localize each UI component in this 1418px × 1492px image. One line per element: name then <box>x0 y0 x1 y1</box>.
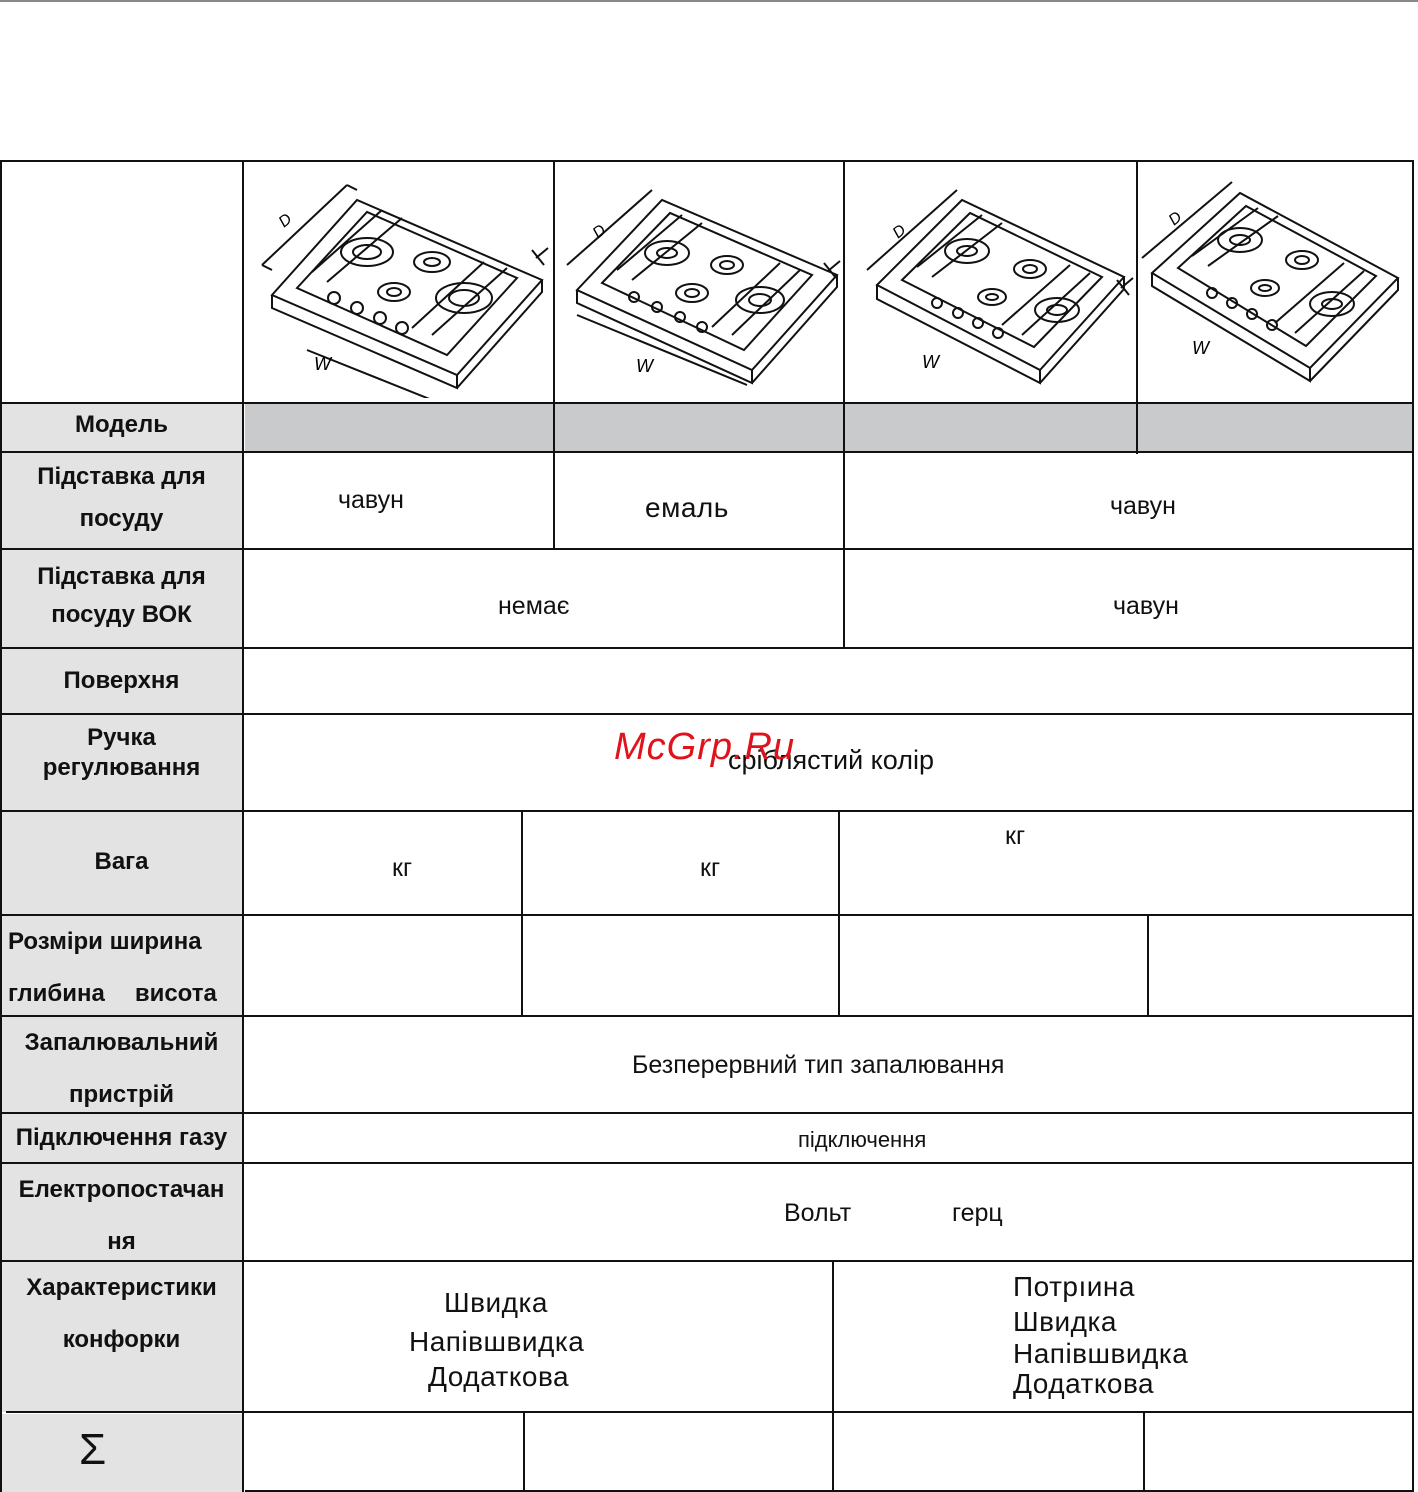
grid-line <box>0 160 1414 162</box>
grid-line <box>0 914 1414 916</box>
grid-line <box>0 548 1414 550</box>
dimension-w-label: W <box>314 354 331 374</box>
burner-left-3: Додаткова <box>428 1361 570 1392</box>
label-surface: Поверхня <box>0 649 243 713</box>
dimension-d-label: D <box>589 221 610 243</box>
grid-line <box>0 1015 1414 1017</box>
grid-line <box>6 1411 1414 1413</box>
burner-right-3: Напівшвидка <box>1013 1338 1189 1369</box>
weight-unit-2: кг <box>700 854 721 882</box>
top-rule <box>0 0 1418 2</box>
hob-illustration-2 <box>562 185 844 397</box>
burner-right-2: Швидка <box>1013 1306 1117 1337</box>
knob-value: сріблястий колір <box>728 745 934 775</box>
pan-support-value-3: чавун <box>1110 492 1176 520</box>
power-hz: герц <box>952 1199 1003 1227</box>
label-knob: Ручка регулювання <box>0 715 243 810</box>
grid-line <box>0 451 1414 453</box>
label-pan-support: Підставка для посуду <box>0 452 243 548</box>
wok-value-1: немає <box>498 592 570 620</box>
grid-line <box>1412 160 1414 1492</box>
dimension-w-label: W <box>922 352 939 372</box>
power-volt: Вольт <box>784 1199 852 1227</box>
grid-line <box>242 160 244 1492</box>
dimension-d-label: D <box>275 210 296 232</box>
grid-line <box>1136 160 1138 454</box>
label-power: Електропостачан ня <box>0 1164 243 1260</box>
hob-illustration-3 <box>862 185 1134 397</box>
grid-line <box>521 812 523 1015</box>
grid-line <box>523 1413 525 1492</box>
grid-line <box>1147 916 1149 1015</box>
grid-line <box>0 160 2 1492</box>
model-values-row <box>245 404 1414 451</box>
grid-line <box>0 1162 1414 1164</box>
label-sigma-bg <box>0 1414 243 1492</box>
burner-right-1: Потрıина <box>1013 1271 1135 1302</box>
pan-support-value-2: емаль <box>645 492 729 523</box>
grid-line <box>1143 1413 1145 1492</box>
weight-unit-3: кг <box>1005 822 1026 850</box>
dimension-w-label: W <box>1192 338 1209 358</box>
pan-support-value-1: чавун <box>338 486 404 514</box>
hob-illustration-1 <box>252 170 552 398</box>
label-burners: Характеристики конфорки <box>0 1262 243 1412</box>
burner-right-4: Додаткова <box>1013 1368 1155 1399</box>
label-igniter: Запалювальний пристрій <box>0 1017 243 1112</box>
grid-line <box>0 647 1414 649</box>
dimension-d-label: D <box>889 221 910 243</box>
grid-line <box>0 1260 1414 1262</box>
grid-line <box>0 713 1414 715</box>
dimension-d-label: D <box>1165 208 1186 230</box>
grid-line <box>0 810 1414 812</box>
burner-left-2: Напівшвидка <box>409 1326 585 1357</box>
grid-line <box>0 1112 1414 1114</box>
hob-illustration-4 <box>1140 178 1410 390</box>
grid-line <box>553 160 555 548</box>
label-model: Модель <box>0 403 243 451</box>
label-weight: Вага <box>0 812 243 914</box>
sigma-symbol: Σ <box>79 1425 107 1474</box>
weight-unit-1: кг <box>392 854 413 882</box>
label-dimensions: Розміри ширина глибина висота <box>0 916 243 1015</box>
igniter-value: Безперервний тип запалювання <box>632 1051 1005 1079</box>
grid-line <box>838 812 840 1015</box>
watermark: McGrp.Ru <box>614 726 796 768</box>
wok-value-2: чавун <box>1113 592 1179 620</box>
label-gas: Підключення газу <box>0 1114 243 1162</box>
grid-line <box>0 402 1414 404</box>
grid-line <box>832 1262 834 1492</box>
gas-value: підключення <box>798 1127 927 1152</box>
burner-left-1: Швидка <box>444 1287 548 1318</box>
dimension-w-label: W <box>636 356 653 376</box>
label-wok: Підставка для посуду ВОК <box>0 550 243 647</box>
